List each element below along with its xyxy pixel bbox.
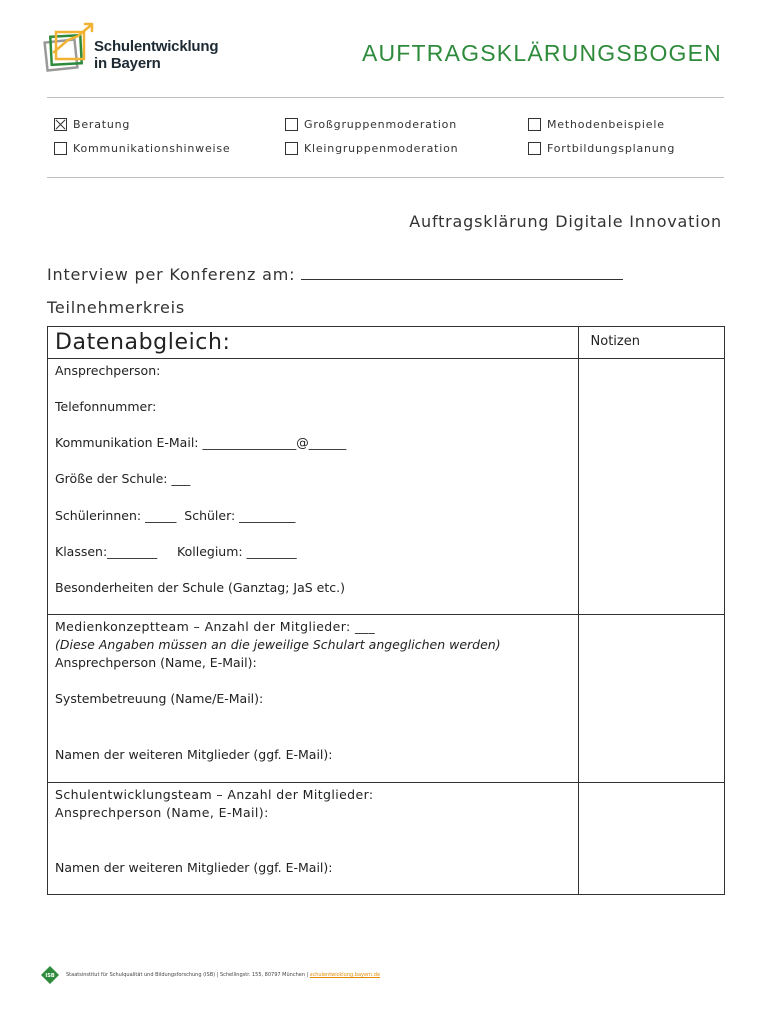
field-medienkonzeptteam: Medienkonzeptteam – Anzahl der Mitglieder: ___ [55, 619, 375, 634]
field-ansprechperson: Ansprechperson: [55, 363, 161, 378]
field-schulentwicklungsteam: Schulentwicklungsteam – Anzahl der Mitglieder: [55, 787, 374, 802]
checkbox-label: Fortbildungsplanung [547, 142, 676, 155]
note-schulart: (Diese Angaben müssen an die jeweilige Schulart angeglichen werden) [55, 637, 501, 652]
checkbox-methodenbeispiele[interactable] [528, 118, 665, 131]
logo-mark-icon [42, 22, 94, 78]
field-email: Kommunikation E-Mail: _______________@______ [55, 435, 347, 450]
subtitle: Auftragsklärung Digitale Innovation [409, 212, 722, 231]
footer [40, 965, 380, 985]
logo-line1: Schulentwicklung [94, 38, 219, 55]
notes-cell[interactable] [578, 783, 724, 895]
checkbox-unchecked-icon[interactable] [528, 118, 541, 131]
interview-date-field[interactable] [301, 266, 623, 280]
logo-text [94, 38, 218, 72]
table-row [48, 615, 725, 783]
checkbox-beratung[interactable] [54, 118, 130, 131]
table-header-row [48, 327, 725, 359]
checkbox-label: Kleingruppenmoderation [304, 142, 459, 155]
data-table [47, 326, 725, 895]
checkbox-label: Großgruppenmoderation [304, 118, 457, 131]
checkbox-label: Kommunikationshinweise [73, 142, 231, 155]
section-schulentwicklungsteam [48, 783, 579, 895]
table-row [48, 783, 725, 895]
interview-row [47, 265, 623, 284]
field-weitere-mitglieder: Namen der weiteren Mitglieder (ggf. E-Mail): [55, 747, 333, 762]
footer-text: Staatsinstitut für Schulqualität und Bildungsforschung (ISB) | Schellingstr. 155, 80797 München | [66, 972, 309, 978]
field-schueler: Schülerinnen: _____ Schüler: _________ [55, 508, 296, 523]
isb-badge-text: ISB [45, 973, 55, 979]
checkbox-grossgruppenmoderation[interactable] [285, 118, 457, 131]
notes-cell[interactable] [578, 615, 724, 783]
checkbox-label: Methodenbeispiele [547, 118, 665, 131]
divider-bottom [47, 177, 724, 178]
field-ansprechperson-set: Ansprechperson (Name, E-Mail): [55, 805, 269, 820]
checkbox-fortbildungsplanung[interactable] [528, 142, 675, 155]
checkbox-unchecked-icon[interactable] [528, 142, 541, 155]
field-klassen-kollegium: Klassen:________ Kollegium: ________ [55, 544, 297, 559]
field-schulgroesse: Größe der Schule: ___ [55, 471, 191, 486]
logo-line2: in Bayern [94, 55, 161, 72]
checkbox-checked-icon[interactable] [54, 118, 67, 131]
checkbox-kleingruppenmoderation[interactable] [285, 142, 458, 155]
isb-badge-icon [40, 965, 60, 985]
section-medienkonzeptteam [48, 615, 579, 783]
checkbox-kommunikationshinweise[interactable] [54, 142, 230, 155]
checkbox-unchecked-icon[interactable] [285, 142, 298, 155]
table-header-notizen: Notizen [578, 327, 724, 359]
field-weitere-mitglieder-set: Namen der weiteren Mitglieder (ggf. E-Mail): [55, 860, 333, 875]
table-header-datenabgleich: Datenabgleich: [48, 327, 579, 359]
field-ansprechperson-team: Ansprechperson (Name, E-Mail): [55, 655, 257, 670]
checkbox-unchecked-icon[interactable] [285, 118, 298, 131]
checkbox-label: Beratung [73, 118, 131, 131]
field-besonderheiten: Besonderheiten der Schule (Ganztag; JaS etc.) [55, 580, 345, 595]
checkbox-unchecked-icon[interactable] [54, 142, 67, 155]
section-school-data [48, 359, 579, 615]
footer-link[interactable]: schulentwicklung.bayern.de [309, 972, 381, 978]
notes-cell[interactable] [578, 359, 724, 615]
interview-label: Interview per Konferenz am: [47, 265, 296, 284]
field-systembetreuung: Systembetreuung (Name/E-Mail): [55, 691, 264, 706]
document-title: AUFTRAGSKLÄRUNGSBOGEN [361, 40, 722, 66]
logo [42, 22, 242, 78]
field-telefonnummer: Telefonnummer: [55, 399, 157, 414]
table-row [48, 359, 725, 615]
participants-heading: Teilnehmerkreis [47, 298, 186, 317]
divider-top [47, 97, 724, 98]
